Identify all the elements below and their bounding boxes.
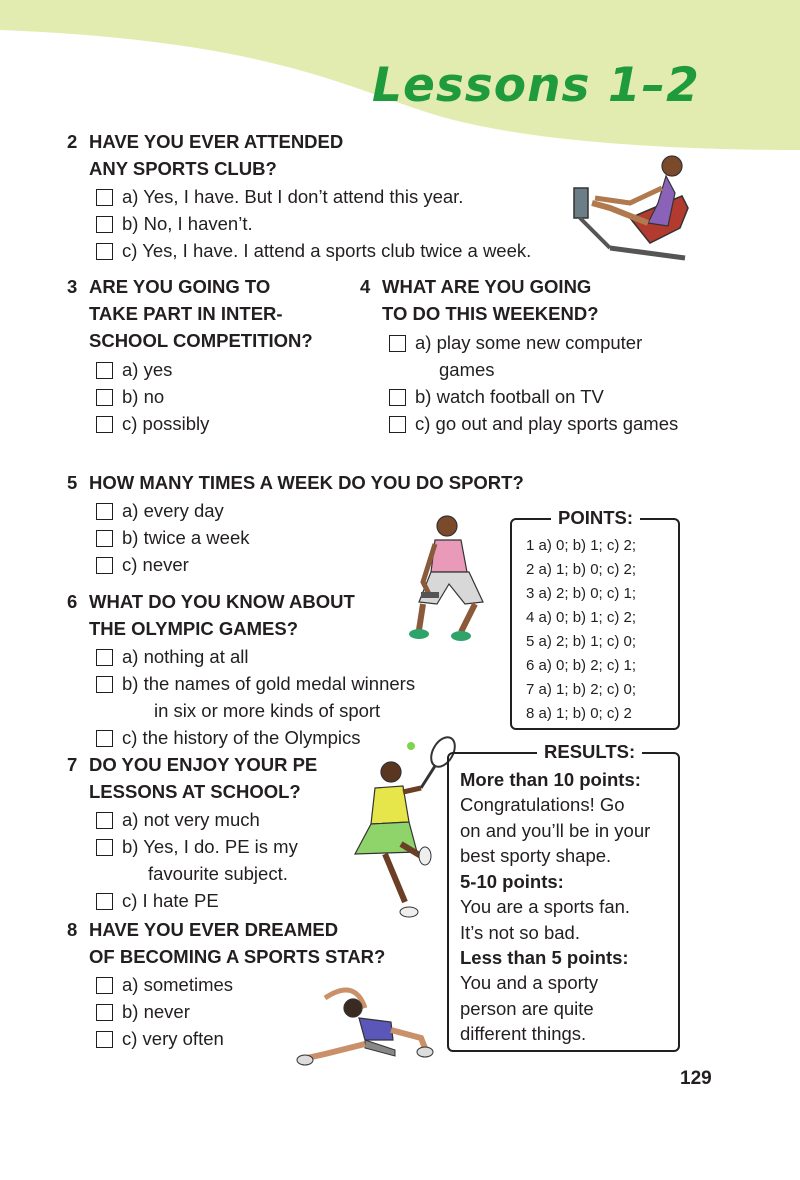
results-text-low-1: You and a sporty <box>460 972 599 993</box>
woman-tennis-player-illustration <box>345 732 460 922</box>
results-text-low-2: person are quite <box>460 998 594 1019</box>
points-row-8: 8 a) 1; b) 0; c) 2 <box>526 705 632 722</box>
results-heading-mid: 5-10 points: <box>460 871 564 892</box>
checkbox[interactable] <box>96 362 113 379</box>
woman-dumbbell-illustration <box>405 512 495 647</box>
results-title: RESULTS: <box>537 741 642 763</box>
checkbox[interactable] <box>96 557 113 574</box>
q4-option-a-continued: games <box>439 359 495 380</box>
checkbox[interactable] <box>389 416 406 433</box>
question-4-heading: 4 WHAT ARE YOU GOING TO DO THIS WEEKEND? <box>360 276 599 324</box>
results-text-high-1: Congratulations! Go <box>460 794 625 815</box>
page-number: 129 <box>680 1068 712 1089</box>
checkbox[interactable] <box>96 1004 113 1021</box>
points-row-3: 3 a) 2; b) 0; c) 1; <box>526 585 637 602</box>
q7-option-a[interactable]: a) not very much <box>96 806 260 833</box>
checkbox[interactable] <box>96 1031 113 1048</box>
points-row-6: 6 a) 0; b) 2; c) 1; <box>526 657 637 674</box>
page-title: Lessons 1–2 <box>372 58 700 113</box>
q8-option-c[interactable]: c) very often <box>96 1025 224 1052</box>
q4-option-a[interactable]: a) play some new computer <box>389 329 642 356</box>
checkbox[interactable] <box>389 335 406 352</box>
woman-exercise-machine-illustration <box>570 148 695 268</box>
question-2-heading: 2 HAVE YOU EVER ATTENDED ANY SPORTS CLUB? <box>67 131 344 179</box>
checkbox[interactable] <box>96 676 113 693</box>
points-row-5: 5 a) 2; b) 1; c) 0; <box>526 633 637 650</box>
q2-option-c[interactable]: c) Yes, I have. I attend a sports club twice a week. <box>96 237 531 264</box>
q7-option-c[interactable]: c) I hate PE <box>96 887 219 914</box>
q3-option-b[interactable]: b) no <box>96 383 164 410</box>
q3-option-c[interactable]: c) possibly <box>96 410 209 437</box>
results-text-mid-1: You are a sports fan. <box>460 896 631 917</box>
checkbox[interactable] <box>96 812 113 829</box>
points-row-7: 7 a) 1; b) 2; c) 0; <box>526 681 637 698</box>
checkbox[interactable] <box>389 389 406 406</box>
q6-option-b[interactable]: b) the names of gold medal winners <box>96 670 415 697</box>
checkbox[interactable] <box>96 243 113 260</box>
question-8-heading: 8 HAVE YOU EVER DREAMED OF BECOMING A SPORTS STAR? <box>67 919 386 967</box>
q6-option-b-continued: in six or more kinds of sport <box>154 700 381 721</box>
checkbox[interactable] <box>96 649 113 666</box>
woman-stretching-illustration <box>295 978 435 1073</box>
results-text-low-3: different things. <box>460 1023 587 1044</box>
q8-option-b[interactable]: b) never <box>96 998 190 1025</box>
points-title: POINTS: <box>551 507 640 529</box>
results-heading-high: More than 10 points: <box>460 769 641 790</box>
q2-option-b[interactable]: b) No, I haven’t. <box>96 210 253 237</box>
q4-option-c[interactable]: c) go out and play sports games <box>389 410 678 437</box>
points-row-2: 2 a) 1; b) 0; c) 2; <box>526 561 637 578</box>
q7-option-b[interactable]: b) Yes, I do. PE is my <box>96 833 298 860</box>
checkbox[interactable] <box>96 977 113 994</box>
q5-option-c[interactable]: c) never <box>96 551 189 578</box>
question-6-heading: 6 WHAT DO YOU KNOW ABOUT THE OLYMPIC GAMES? <box>67 591 355 639</box>
results-heading-low: Less than 5 points: <box>460 947 629 968</box>
results-text-high-3: best sporty shape. <box>460 845 612 866</box>
q5-option-a[interactable]: a) every day <box>96 497 224 524</box>
results-text-mid-2: It’s not so bad. <box>460 922 580 943</box>
checkbox[interactable] <box>96 389 113 406</box>
q7-option-b-continued: favourite subject. <box>148 863 288 884</box>
points-row-4: 4 a) 0; b) 1; c) 2; <box>526 609 637 626</box>
q3-option-a[interactable]: a) yes <box>96 356 172 383</box>
q2-option-a[interactable]: a) Yes, I have. But I don’t attend this year. <box>96 183 463 210</box>
q6-option-a[interactable]: a) nothing at all <box>96 643 249 670</box>
q5-option-b[interactable]: b) twice a week <box>96 524 250 551</box>
points-row-1: 1 a) 0; b) 1; c) 2; <box>526 537 637 554</box>
checkbox[interactable] <box>96 416 113 433</box>
checkbox[interactable] <box>96 730 113 747</box>
checkbox[interactable] <box>96 503 113 520</box>
q8-option-a[interactable]: a) sometimes <box>96 971 233 998</box>
q4-option-b[interactable]: b) watch football on TV <box>389 383 604 410</box>
checkbox[interactable] <box>96 893 113 910</box>
q6-option-c[interactable]: c) the history of the Olympics <box>96 724 361 751</box>
question-7-heading: 7 DO YOU ENJOY YOUR PE LESSONS AT SCHOOL? <box>67 754 318 802</box>
checkbox[interactable] <box>96 216 113 233</box>
checkbox[interactable] <box>96 839 113 856</box>
checkbox[interactable] <box>96 530 113 547</box>
results-text-high-2: on and you’ll be in your <box>460 820 651 841</box>
question-3-heading: 3 ARE YOU GOING TO TAKE PART IN INTER- SCHOOL COMPETITION? <box>67 276 313 351</box>
question-5-heading: 5 HOW MANY TIMES A WEEK DO YOU DO SPORT? <box>67 472 524 493</box>
checkbox[interactable] <box>96 189 113 206</box>
